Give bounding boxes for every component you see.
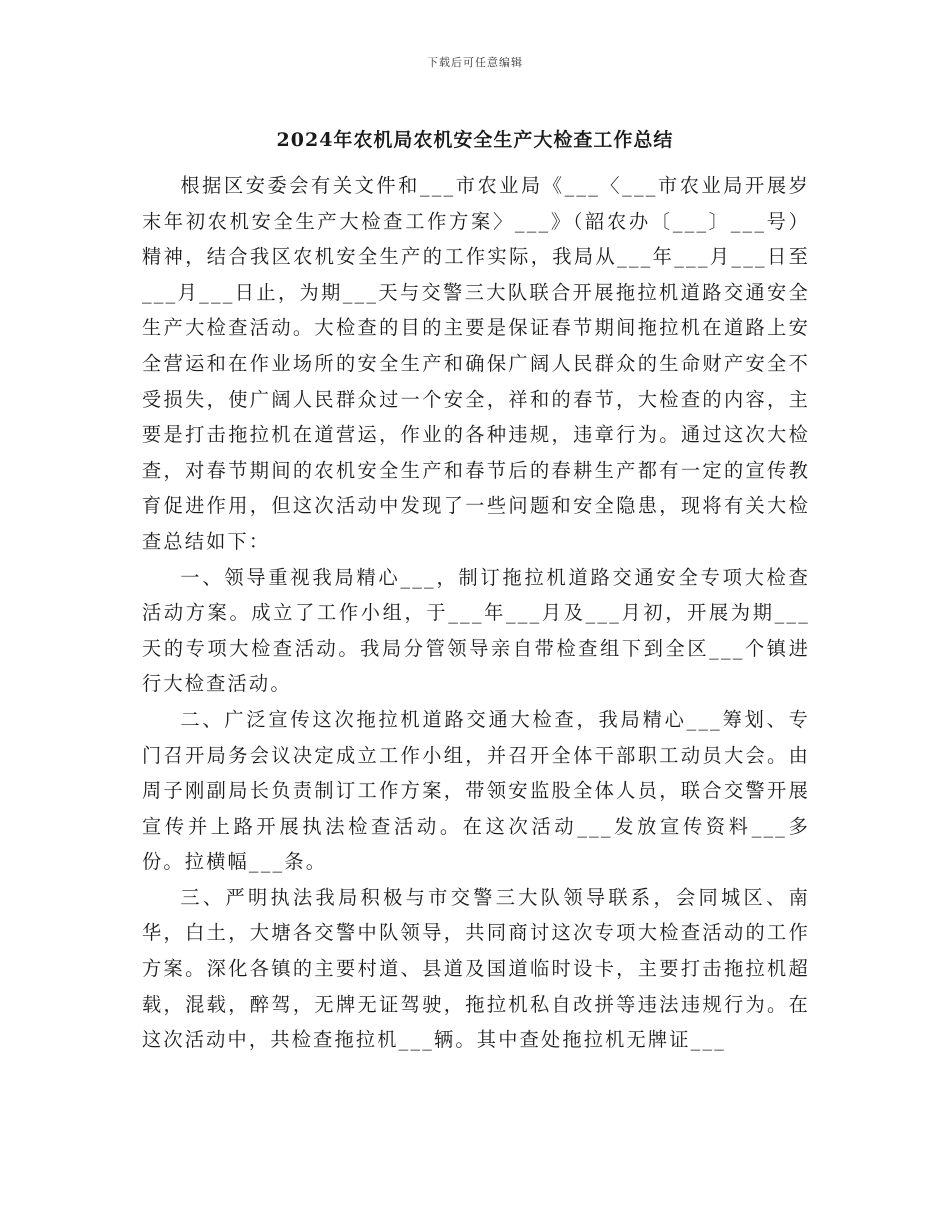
paragraph-intro: 根据区安委会有关文件和___市农业局《___〈___市农业局开展岁末年初农机安全生产大检查工作方案〉___》（韶农办〔___〕___号）精神，结合我区农机安全生产的工作实际，我局从___年___月___日至___月___日止，为期___天与交警三大队联合开展拖拉机道路交通安全生产大检查活动。大检查的目的主要是保证春节期间拖拉机在道路上安全营运和在作业场所的安全生产和确保广阔人民群众的生命财产安全不受损失，使广阔人民群众过一个安全，祥和的春节，大检查的内容，主要是打击拖拉机在道营运，作业的各种违规，违章行为。通过这次大检查，对春节期间的农机安全生产和春节后的春耕生产都有一定的宣传教育促进作用，但这次活动中发现了一些问题和安全隐患，现将有关大检查总结如下： xyxy=(142,174,810,553)
paragraph-section-3: 三、严明执法我局积极与市交警三大队领导联系，会同城区、南华，白土，大塘各交警中队领导，共同商讨这次专项大检查活动的工作方案。深化各镇的主要村道、县道及国道临时设卡，主要打击拖拉机超载，混载，醉驾，无牌无证驾驶，拖拉机私自改拼等违法违规行为。在这次活动中，共检查拖拉机___辆。其中查处拖拉机无牌证___ xyxy=(142,885,810,1052)
document-body xyxy=(142,168,810,1058)
document-title: 2024年农机局农机安全生产大检查工作总结 xyxy=(276,129,674,151)
header-note: 下载后可任意编辑 xyxy=(427,56,523,69)
paragraph-section-1: 一、领导重视我局精心___，制订拖拉机道路交通安全专项大检查活动方案。成立了工作小组，于___年___月及___月初，开展为期___天的专项大检查活动。我局分管领导亲自带检查组下到全区___个镇进行大检查活动。 xyxy=(142,565,810,696)
paragraph-section-2: 二、广泛宣传这次拖拉机道路交通大检查，我局精心___筹划、专门召开局务会议决定成立工作小组，并召开全体干部职工动员大会。由周子刚副局长负责制订工作方案，带领安监股全体人员，联合交警开展宣传并上路开展执法检查活动。在这次活动___发放宣传资料___多份。拉横幅___条。 xyxy=(142,707,810,874)
